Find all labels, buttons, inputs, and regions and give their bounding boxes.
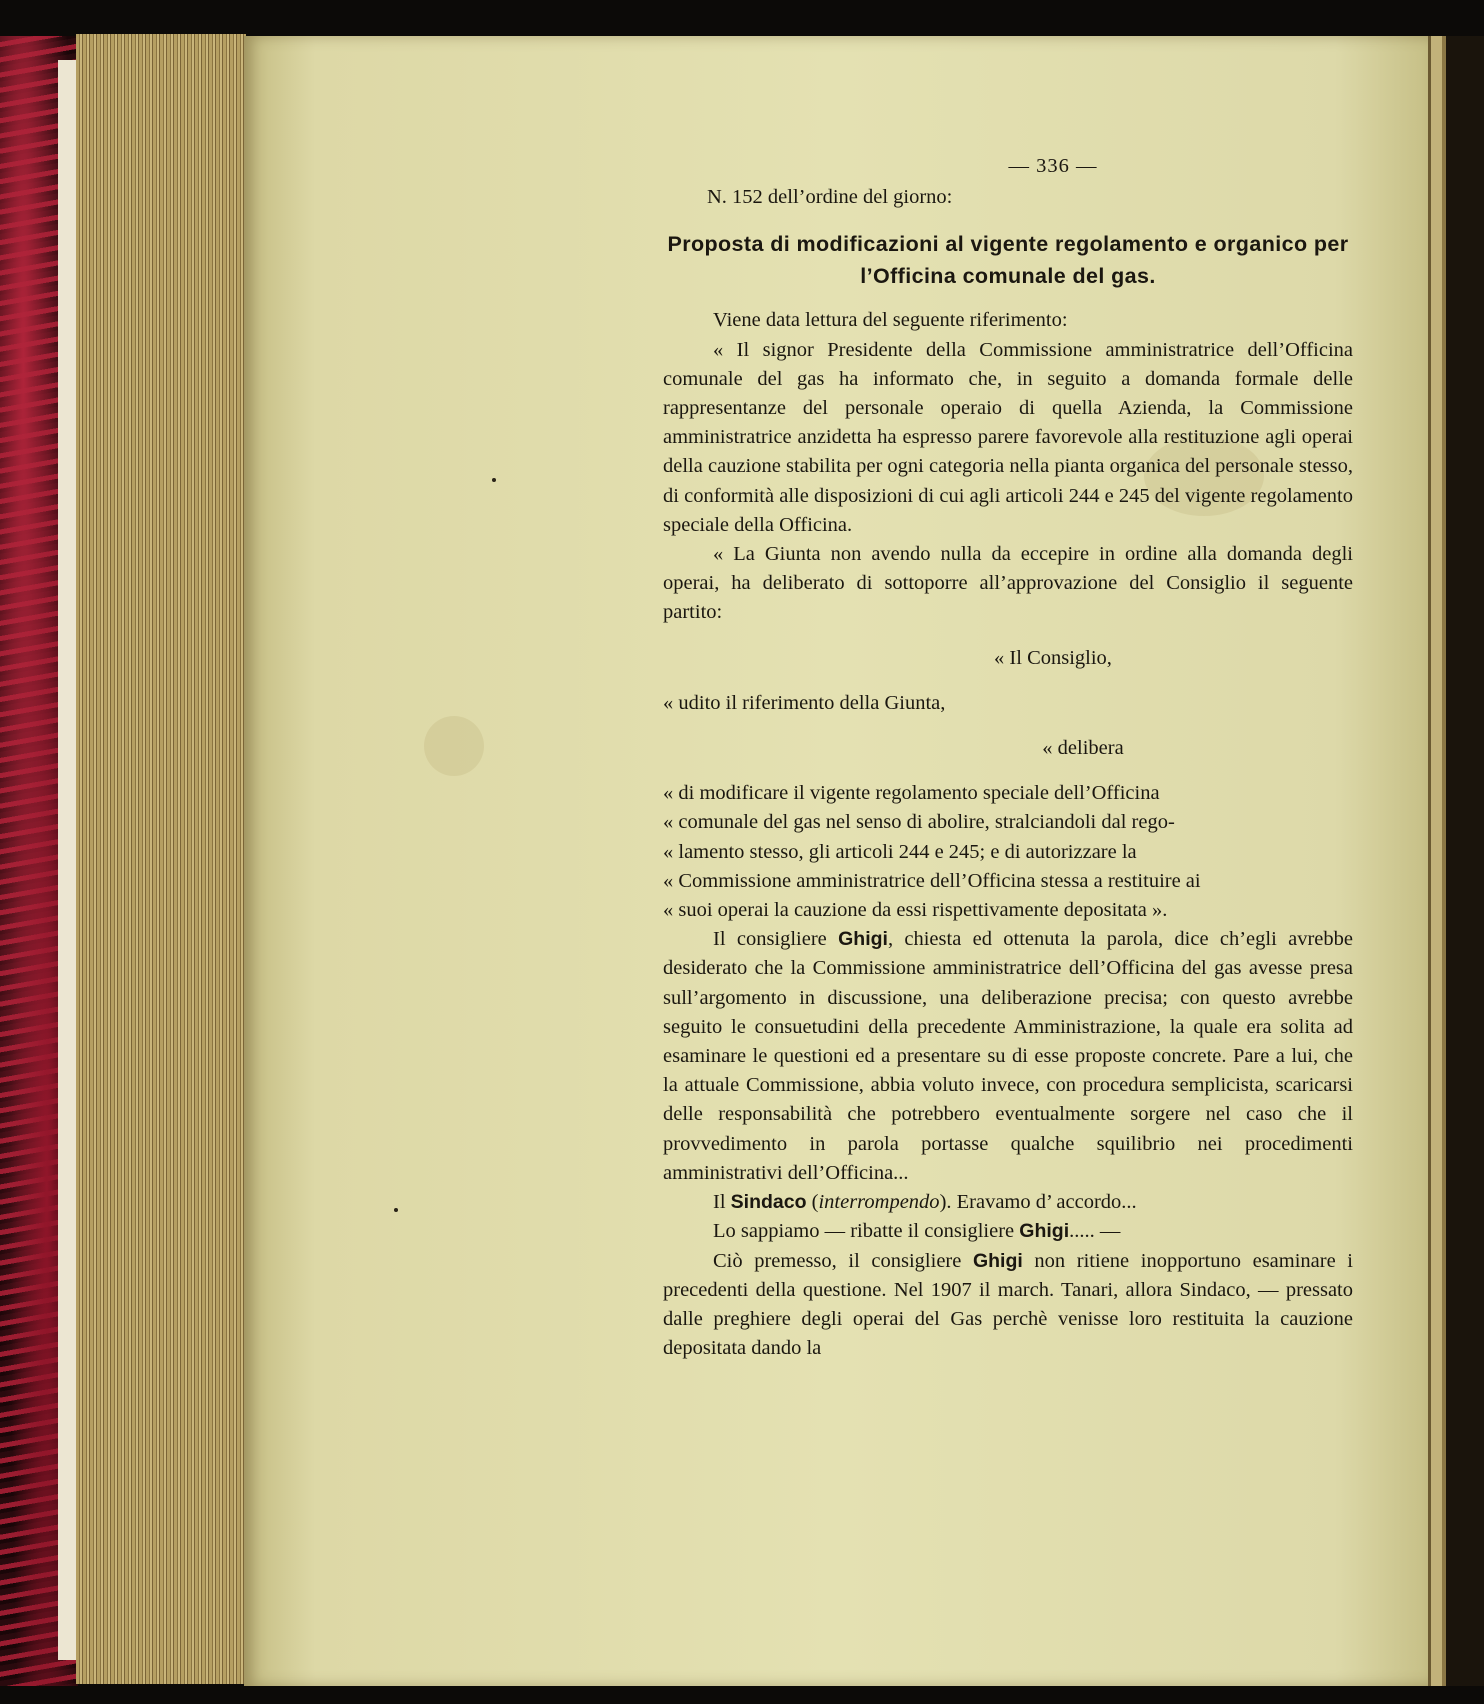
ink-dot [492, 478, 496, 482]
resolution-line: « lamento stesso, gli articoli 244 e 245; e di autorizzare la [663, 840, 1137, 863]
giunta-paragraph: « La Giunta non avendo nulla da eccepire in ordine alla domanda degli operai, ha deliberato di sottoporre all’approvazione del Consiglio il seguente partito: [663, 543, 1353, 624]
sappiamo-paragraph: Lo sappiamo — ribatte il consigliere Ghigi..... — [713, 1220, 1121, 1243]
speaker-name: Ghigi [838, 928, 888, 951]
ink-dot [394, 1208, 398, 1212]
page-edges [76, 34, 246, 1684]
resolution-line: « suoi operai la cauzione da essi rispettivamente depositata ». [663, 899, 1168, 922]
udito-line: « udito il riferimento della Giunta, [663, 691, 946, 714]
resolution-line: « comunale del gas nel senso di abolire, stralciandoli dal rego- [663, 811, 1175, 834]
speaker-name: Ghigi [972, 1249, 1023, 1272]
ghigi-paragraph: Il consigliere Ghigi, chiesta ed ottenuta la parola, dice ch’egli avrebbe desiderato che la Commissione amministratrice dell’Officina del gas avesse presa sull’argomento in discussione, una deliberazione precisa; con questo avrebbe seguito le consuetudini della precedente Amministrazione, la quale era solita ad esaminare le questioni ed a presentare su di esse proposte concrete. Pare a lui, che la attuale Commissione, abbia voluto invece, con procedura semplicista, scaricarsi delle responsabilità che potrebbero eventualmente sorgere nel caso che il provvedimento in parola portasse qualche squilibrio nei procedimenti amministrativi dell’Officina... [663, 928, 1353, 1184]
report-paragraph: « Il signor Presidente della Commissione amministratrice dell’Officina comunale del gas ha informato che, in seguito a domanda formale delle rappresentanze del personale operaio di quella Azienda, la Commissione amministratrice anzidetta ha espresso parere favorevole alla restituzione agli operai della cauzione stabilita per ogni categoria nella pianta organica del personale stesso, di conformità alle disposizioni di cui agli articoli 244 e 245 del vigente regolamento speciale della Officina. [663, 338, 1353, 536]
speaker-name: Ghigi [1019, 1220, 1070, 1243]
consiglio-line: « Il Consiglio, [994, 646, 1112, 669]
resolution-line: « Commissione amministratrice dell’Officina stessa a restituire ai [663, 869, 1201, 892]
agenda-item-number: N. 152 dell’ordine del giorno: [707, 186, 953, 209]
book-edge-right [1428, 36, 1484, 1686]
resolution-line: « di modificare il vigente regolamento speciale dell’Officina [663, 782, 1160, 805]
page-number: — 336 — [1008, 155, 1098, 177]
endpaper-strip [58, 60, 76, 1660]
paper-stain [424, 716, 484, 776]
delibera-line: « delibera [1042, 737, 1124, 760]
section-heading: Proposta di modificazioni al vigente regolamento e organico per l’Officina comunale del gas. [667, 232, 1349, 289]
page-text [663, 152, 1353, 1363]
intro-paragraph: Viene data lettura del seguente riferimento: [713, 309, 1068, 332]
premesso-paragraph: Ciò premesso, il consigliere Ghigi non ritiene inopportuno esaminare i precedenti della questione. Nel 1907 il march. Tanari, allora Sindaco, — pressato dalle preghiere degli operai del Gas perchè venisse loro restituita la cauzione depositata dando la [663, 1249, 1353, 1360]
sindaco-paragraph: Il Sindaco (interrompendo). Eravamo d’ accordo... [713, 1191, 1137, 1214]
speaker-name: Sindaco [730, 1191, 807, 1214]
